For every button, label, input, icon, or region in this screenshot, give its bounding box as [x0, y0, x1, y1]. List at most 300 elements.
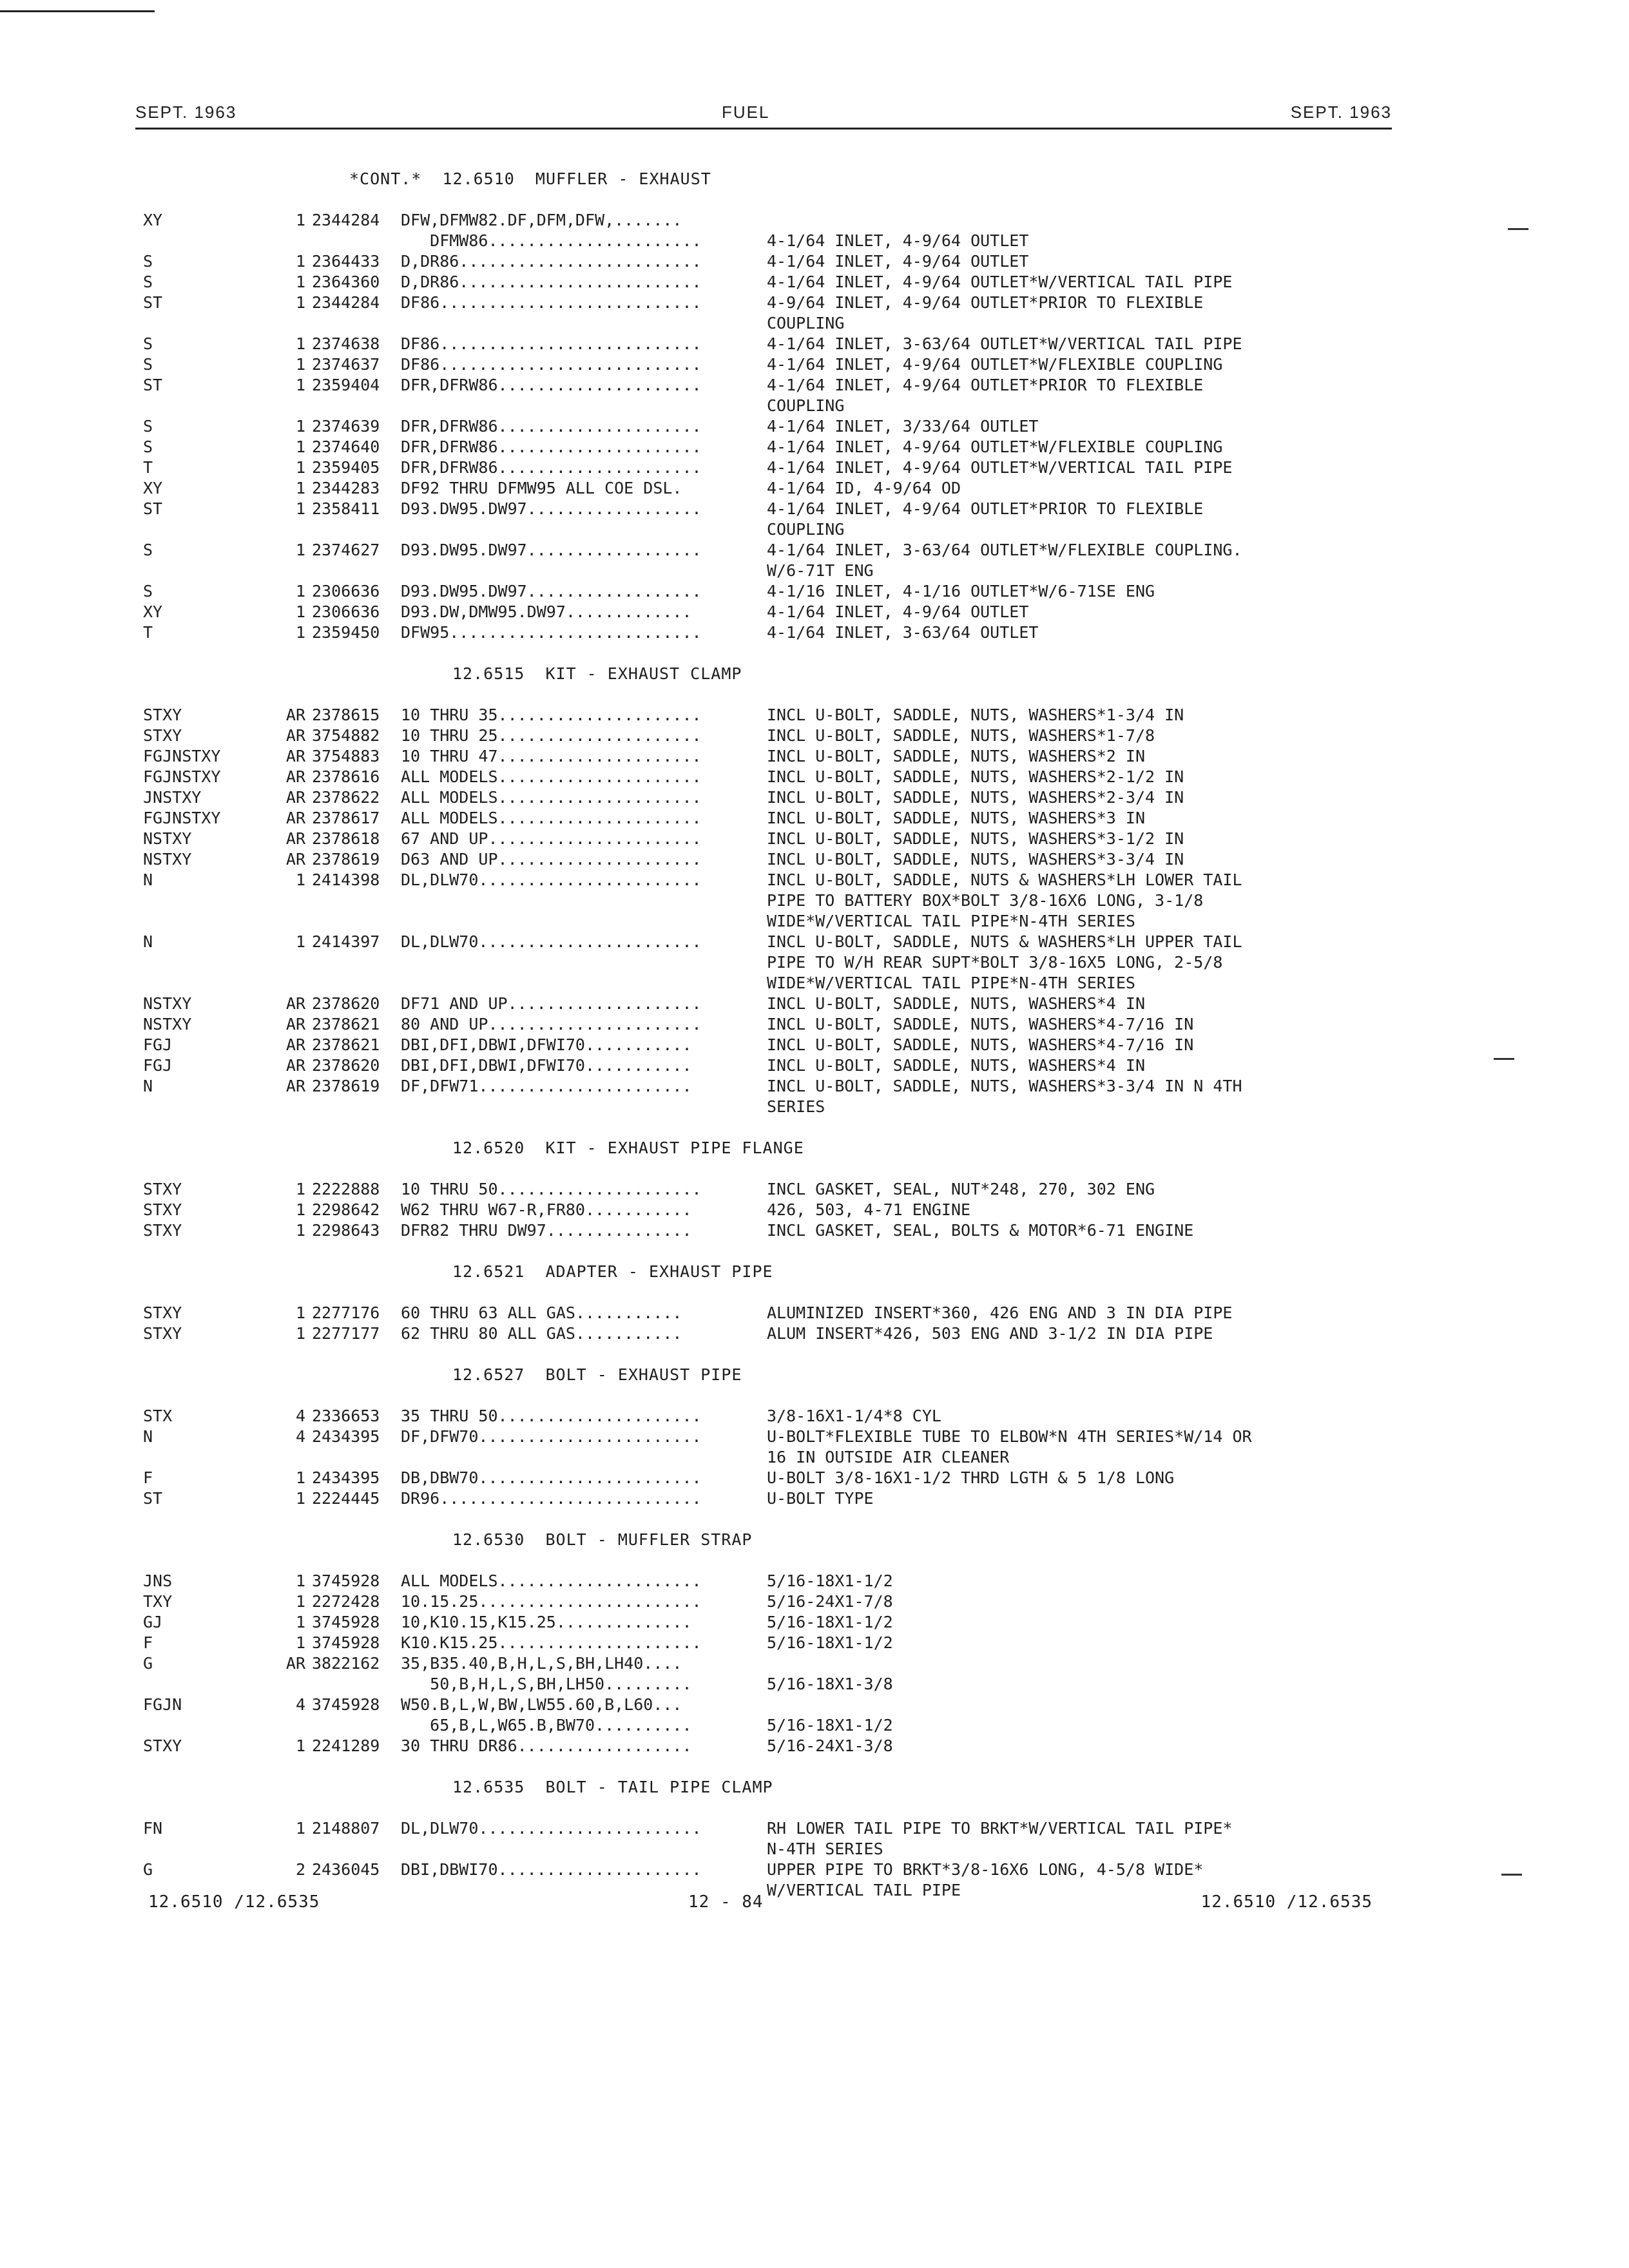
description: 3/8-16X1-1/4*8 CYL	[767, 1407, 941, 1425]
corner-rule	[0, 10, 155, 12]
description: 4-1/64 INLET, 3-63/64 OUTLET*W/FLEXIBLE COUPLING.	[767, 541, 1242, 559]
application: K10.K15.25.....................	[401, 1633, 702, 1652]
description-continuation: 16 IN OUTSIDE AIR CLEANER	[767, 1448, 1010, 1466]
description: UPPER PIPE TO BRKT*3/8-16X6 LONG, 4-5/8 WIDE*	[767, 1860, 1204, 1879]
application: DBI,DFI,DBWI,DFWI70...........	[401, 1056, 692, 1075]
quantity: AR	[285, 726, 305, 745]
quantity: 1	[295, 602, 305, 621]
description: INCL U-BOLT, SADDLE, NUTS, WASHERS*2 IN	[767, 747, 1145, 765]
description: 4-1/64 INLET, 4-9/64 OUTLET*W/VERTICAL TAIL PIPE	[767, 458, 1233, 477]
description-continuation-row	[143, 1839, 1400, 1860]
application: D93.DW,DMW95.DW97.............	[401, 602, 692, 621]
table-row	[143, 1633, 1400, 1653]
description: INCL U-BOLT, SADDLE, NUTS, WASHERS*2-1/2 IN	[767, 767, 1184, 786]
quantity: 1	[295, 1633, 305, 1652]
description-continuation-row	[143, 890, 1400, 911]
quantity: 1	[295, 417, 305, 436]
quantity: 1	[295, 582, 305, 601]
description: INCL U-BOLT, SADDLE, NUTS, WASHERS*1-7/8	[767, 726, 1155, 745]
quantity: 1	[295, 1200, 305, 1219]
model-code: S	[143, 437, 153, 456]
part-number: 3754883	[312, 747, 380, 765]
model-code: T	[143, 458, 153, 477]
description: RH LOWER TAIL PIPE TO BRKT*W/VERTICAL TAIL PIPE*	[767, 1819, 1233, 1838]
description: ALUM INSERT*426, 503 ENG AND 3-1/2 IN DIA PIPE	[767, 1324, 1213, 1343]
model-code: STXY	[143, 1324, 182, 1343]
part-number: 2241289	[312, 1736, 380, 1755]
quantity: 1	[295, 273, 305, 291]
model-code: STXY	[143, 1303, 182, 1322]
description-continuation: COUPLING	[767, 314, 845, 332]
model-code: NSTXY	[143, 829, 192, 848]
application: 62 THRU 80 ALL GAS...........	[401, 1324, 682, 1343]
part-number: 2378615	[312, 706, 380, 724]
section-gap	[143, 1550, 1400, 1571]
part-number: 2359404	[312, 376, 380, 394]
description: 4-1/16 INLET, 4-1/16 OUTLET*W/6-71SE ENG	[767, 582, 1155, 601]
model-code: S	[143, 355, 153, 374]
table-row	[143, 1715, 1400, 1736]
part-number: 3822162	[312, 1654, 380, 1673]
margin-mark	[1494, 1058, 1514, 1060]
quantity: AR	[285, 767, 305, 786]
quantity: 1	[295, 870, 305, 889]
section-gap	[143, 1344, 1400, 1365]
description: 4-1/64 INLET, 4-9/64 OUTLET*W/FLEXIBLE COUPLING	[767, 355, 1223, 374]
part-number: 2378619	[312, 850, 380, 869]
part-number: 2378622	[312, 788, 380, 807]
section-title: 12.6535 BOLT - TAIL PIPE CLAMP	[452, 1778, 773, 1796]
part-number: 2336653	[312, 1407, 380, 1425]
description-continuation: COUPLING	[767, 396, 845, 415]
application: DFW95..........................	[401, 623, 702, 642]
part-number: 2306636	[312, 602, 380, 621]
application: D63 AND UP.....................	[401, 850, 702, 869]
table-row	[143, 231, 1400, 251]
quantity: 1	[295, 479, 305, 497]
part-number: 2364433	[312, 252, 380, 271]
description: 5/16-18X1-3/8	[767, 1675, 893, 1693]
page-number: 12 - 84	[688, 1892, 764, 1912]
quantity: AR	[285, 829, 305, 848]
application: DFMW86......................	[401, 231, 702, 250]
application: 10 THRU 35.....................	[401, 706, 702, 724]
application: DR96...........................	[401, 1489, 702, 1508]
table-row	[143, 1860, 1400, 1880]
table-row	[143, 1303, 1400, 1323]
model-code: STXY	[143, 1736, 182, 1755]
table-row	[143, 829, 1400, 849]
quantity: 1	[295, 623, 305, 642]
table-row	[143, 1736, 1400, 1756]
description-continuation-row	[143, 313, 1400, 334]
section-gap	[143, 1241, 1400, 1262]
part-number: 2374638	[312, 334, 380, 353]
model-code: G	[143, 1654, 153, 1673]
quantity: 1	[295, 211, 305, 229]
description: INCL U-BOLT, SADDLE, NUTS & WASHERS*LH LOWER TAIL	[767, 870, 1242, 889]
model-code: N	[143, 1077, 153, 1095]
description: 4-1/64 INLET, 4-9/64 OUTLET	[767, 602, 1029, 621]
application: D93.DW95.DW97..................	[401, 582, 702, 601]
part-number: 3745928	[312, 1571, 380, 1590]
application: ALL MODELS.....................	[401, 1571, 702, 1590]
model-code: N	[143, 1427, 153, 1446]
part-number: 3745928	[312, 1695, 380, 1714]
table-row	[143, 622, 1400, 643]
table-row	[143, 849, 1400, 870]
model-code: S	[143, 252, 153, 271]
quantity: AR	[285, 1035, 305, 1054]
quantity: 1	[295, 293, 305, 312]
model-code: F	[143, 1468, 153, 1487]
application: 60 THRU 63 ALL GAS...........	[401, 1303, 682, 1322]
table-row	[143, 1653, 1400, 1674]
model-code: ST	[143, 1489, 163, 1508]
description: INCL U-BOLT, SADDLE, NUTS, WASHERS*2-3/4 IN	[767, 788, 1184, 807]
model-code: F	[143, 1633, 153, 1652]
section-gap	[143, 684, 1400, 705]
table-row	[143, 932, 1400, 952]
application: DFR,DFRW86.....................	[401, 376, 702, 394]
footer-range-left: 12.6510 /12.6535	[148, 1892, 320, 1912]
model-code: S	[143, 582, 153, 601]
description: U-BOLT TYPE	[767, 1489, 874, 1508]
quantity: 4	[295, 1695, 305, 1714]
part-number: 2378621	[312, 1015, 380, 1033]
model-code: NSTXY	[143, 994, 192, 1013]
part-number: 3745928	[312, 1613, 380, 1631]
part-number: 2222888	[312, 1180, 380, 1198]
quantity: 1	[295, 458, 305, 477]
quantity: 1	[295, 932, 305, 951]
part-number: 2434395	[312, 1427, 380, 1446]
model-code: STXY	[143, 1200, 182, 1219]
quantity: 1	[295, 1303, 305, 1322]
description: 5/16-24X1-7/8	[767, 1592, 893, 1611]
table-row	[143, 1695, 1400, 1715]
quantity: 1	[295, 1489, 305, 1508]
part-number: 2374637	[312, 355, 380, 374]
section-gap	[143, 1509, 1400, 1530]
part-number: 2374640	[312, 437, 380, 456]
model-code: T	[143, 623, 153, 642]
section-title: 12.6527 BOLT - EXHAUST PIPE	[452, 1365, 742, 1384]
model-code: S	[143, 334, 153, 353]
table-row	[143, 1571, 1400, 1591]
description-continuation: SERIES	[767, 1097, 825, 1116]
table-row	[143, 581, 1400, 602]
table-row	[143, 808, 1400, 829]
part-number: 2378618	[312, 829, 380, 848]
part-number: 2414398	[312, 870, 380, 889]
part-number: 2378617	[312, 809, 380, 827]
section-title: 12.6515 KIT - EXHAUST CLAMP	[452, 664, 742, 683]
section-gap	[143, 189, 1400, 210]
header-rule	[135, 128, 1392, 130]
description: 4-1/64 INLET, 4-9/64 OUTLET*W/VERTICAL TAIL PIPE	[767, 273, 1233, 291]
application: DF86...........................	[401, 293, 702, 312]
part-number: 2277176	[312, 1303, 380, 1322]
application: DL,DLW70.......................	[401, 1819, 702, 1838]
application: 10 THRU 50.....................	[401, 1180, 702, 1198]
part-number: 2374639	[312, 417, 380, 436]
part-number: 2364360	[312, 273, 380, 291]
part-number: 2277177	[312, 1324, 380, 1343]
table-row	[143, 1674, 1400, 1695]
table-row	[143, 602, 1400, 622]
description: 426, 503, 4-71 ENGINE	[767, 1200, 971, 1219]
section-gap	[143, 643, 1400, 664]
table-row	[143, 210, 1400, 231]
table-row	[143, 293, 1400, 313]
part-number: 2414397	[312, 932, 380, 951]
quantity: 1	[295, 1571, 305, 1590]
quantity: 1	[295, 355, 305, 374]
table-row	[143, 416, 1400, 437]
application: DF86...........................	[401, 334, 702, 353]
application: DFW,DFMW82.DF,DFM,DFW,.......	[401, 211, 682, 229]
table-row	[143, 1612, 1400, 1633]
part-number: 2359450	[312, 623, 380, 642]
part-number: 3745928	[312, 1633, 380, 1652]
application: DB,DBW70.......................	[401, 1468, 702, 1487]
model-code: N	[143, 870, 153, 889]
quantity: AR	[285, 1056, 305, 1075]
description-continuation: W/6-71T ENG	[767, 561, 874, 580]
application: DF71 AND UP....................	[401, 994, 702, 1013]
model-code: XY	[143, 602, 163, 621]
model-code: ST	[143, 376, 163, 394]
description: 5/16-24X1-3/8	[767, 1736, 893, 1755]
quantity: AR	[285, 1077, 305, 1095]
model-code: FGJNSTXY	[143, 767, 221, 786]
model-code: NSTXY	[143, 1015, 192, 1033]
description: 5/16-18X1-1/2	[767, 1571, 893, 1590]
part-number: 2344284	[312, 211, 380, 229]
application: D93.DW95.DW97..................	[401, 499, 702, 518]
model-code: GJ	[143, 1613, 163, 1631]
description-continuation-row	[143, 561, 1400, 581]
part-number: 2272428	[312, 1592, 380, 1611]
model-code: FGJ	[143, 1056, 173, 1075]
description: INCL U-BOLT, SADDLE, NUTS, WASHERS*1-3/4 IN	[767, 706, 1184, 724]
table-row	[143, 1179, 1400, 1200]
part-number: 2378616	[312, 767, 380, 786]
description-continuation-row	[143, 952, 1400, 973]
application: ALL MODELS.....................	[401, 767, 702, 786]
quantity: 1	[295, 1736, 305, 1755]
table-row	[143, 1323, 1400, 1344]
table-row	[143, 1035, 1400, 1055]
quantity: 1	[295, 1819, 305, 1838]
description-continuation: WIDE*W/VERTICAL TAIL PIPE*N-4TH SERIES	[767, 912, 1135, 930]
model-code: ST	[143, 499, 163, 518]
table-row	[143, 1818, 1400, 1839]
description-continuation-row	[143, 911, 1400, 932]
table-row	[143, 1591, 1400, 1612]
description-continuation-row	[143, 1447, 1400, 1468]
application: DFR,DFRW86.....................	[401, 437, 702, 456]
model-code: FGJNSTXY	[143, 747, 221, 765]
model-code: STXY	[143, 1180, 182, 1198]
table-row	[143, 478, 1400, 499]
model-code: FGJNSTXY	[143, 809, 221, 827]
table-row	[143, 787, 1400, 808]
table-row	[143, 1055, 1400, 1076]
part-number: 2359405	[312, 458, 380, 477]
quantity: 1	[295, 437, 305, 456]
table-row	[143, 994, 1400, 1014]
application: ALL MODELS.....................	[401, 809, 702, 827]
application: 30 THRU DR86..................	[401, 1736, 692, 1755]
table-row	[143, 251, 1400, 272]
application: 35,B35.40,B,H,L,S,BH,LH40....	[401, 1654, 682, 1673]
table-row	[143, 375, 1400, 396]
description: 4-1/64 ID, 4-9/64 OD	[767, 479, 961, 497]
description: 5/16-18X1-1/2	[767, 1716, 893, 1735]
model-code: S	[143, 273, 153, 291]
description: 4-1/64 INLET, 3/33/64 OUTLET	[767, 417, 1039, 436]
table-row	[143, 437, 1400, 457]
quantity: 4	[295, 1407, 305, 1425]
header-date-right: SEPT. 1963	[1290, 102, 1392, 122]
table-row	[143, 870, 1400, 890]
model-code: S	[143, 417, 153, 436]
description-continuation: PIPE TO W/H REAR SUPT*BOLT 3/8-16X5 LONG, 2-5/8	[767, 953, 1223, 972]
application: D93.DW95.DW97..................	[401, 541, 702, 559]
application: DL,DLW70.......................	[401, 932, 702, 951]
quantity: AR	[285, 1015, 305, 1033]
quantity: AR	[285, 809, 305, 827]
application: DF,DFW70.......................	[401, 1427, 702, 1446]
quantity: 1	[295, 252, 305, 271]
description-continuation-row	[143, 519, 1400, 540]
application: D,DR86.........................	[401, 273, 702, 291]
table-row	[143, 457, 1400, 478]
quantity: AR	[285, 1654, 305, 1673]
margin-mark	[1501, 1874, 1522, 1876]
part-number: 2148807	[312, 1819, 380, 1838]
table-row	[143, 1406, 1400, 1427]
table-row	[143, 354, 1400, 375]
table-row	[143, 1014, 1400, 1035]
description: U-BOLT 3/8-16X1-1/2 THRD LGTH & 5 1/8 LONG	[767, 1468, 1175, 1487]
description: 5/16-18X1-1/2	[767, 1633, 893, 1652]
application: 67 AND UP......................	[401, 829, 702, 848]
description: INCL U-BOLT, SADDLE, NUTS, WASHERS*4 IN	[767, 994, 1145, 1013]
description: 4-1/64 INLET, 4-9/64 OUTLET*PRIOR TO FLEXIBLE	[767, 499, 1204, 518]
part-number: 2378620	[312, 994, 380, 1013]
description: ALUMINIZED INSERT*360, 426 ENG AND 3 IN DIA PIPE	[767, 1303, 1233, 1322]
description: INCL GASKET, SEAL, NUT*248, 270, 302 ENG	[767, 1180, 1155, 1198]
model-code: FGJ	[143, 1035, 173, 1054]
application: DF92 THRU DFMW95 ALL COE DSL.	[401, 479, 682, 497]
header-title: FUEL	[722, 102, 770, 122]
model-code: STXY	[143, 726, 182, 745]
description: INCL U-BOLT, SADDLE, NUTS, WASHERS*3-1/2 IN	[767, 829, 1184, 848]
application: 80 AND UP......................	[401, 1015, 702, 1033]
quantity: 1	[295, 1468, 305, 1487]
application: DF86...........................	[401, 355, 702, 374]
table-row	[143, 746, 1400, 767]
part-number: 2378620	[312, 1056, 380, 1075]
quantity: 1	[295, 541, 305, 559]
part-number: 2434395	[312, 1468, 380, 1487]
quantity: 2	[295, 1860, 305, 1879]
table-row	[143, 1220, 1400, 1241]
description: 4-1/64 INLET, 4-9/64 OUTLET	[767, 231, 1029, 250]
quantity: 1	[295, 376, 305, 394]
model-code: JNS	[143, 1571, 173, 1590]
quantity: AR	[285, 706, 305, 724]
table-row	[143, 1488, 1400, 1509]
application: 10,K10.15,K15.25..............	[401, 1613, 692, 1631]
model-code: JNSTXY	[143, 788, 202, 807]
page-footer	[148, 1892, 1373, 1915]
application: DFR82 THRU DW97...............	[401, 1221, 692, 1240]
quantity: 1	[295, 1324, 305, 1343]
model-code: STXY	[143, 706, 182, 724]
description: 4-9/64 INLET, 4-9/64 OUTLET*PRIOR TO FLEXIBLE	[767, 293, 1204, 312]
application: DBI,DBWI70.....................	[401, 1860, 702, 1879]
margin-mark	[1508, 228, 1528, 230]
table-row	[143, 499, 1400, 519]
description: INCL U-BOLT, SADDLE, NUTS, WASHERS*3 IN	[767, 809, 1145, 827]
application: DBI,DFI,DBWI,DFWI70...........	[401, 1035, 692, 1054]
model-code: G	[143, 1860, 153, 1879]
application: 10 THRU 47.....................	[401, 747, 702, 765]
quantity: 1	[295, 1592, 305, 1611]
part-number: 2374627	[312, 541, 380, 559]
quantity: AR	[285, 994, 305, 1013]
part-number: 2344283	[312, 479, 380, 497]
table-row	[143, 540, 1400, 561]
part-number: 2378619	[312, 1077, 380, 1095]
model-code: XY	[143, 479, 163, 497]
quantity: 1	[295, 334, 305, 353]
table-row	[143, 272, 1400, 293]
application: 10 THRU 25.....................	[401, 726, 702, 745]
model-code: STXY	[143, 1221, 182, 1240]
quantity: AR	[285, 850, 305, 869]
model-code: XY	[143, 211, 163, 229]
description: INCL U-BOLT, SADDLE, NUTS, WASHERS*3-3/4 IN	[767, 850, 1184, 869]
application: 65,B,L,W65.B,BW70..........	[401, 1716, 692, 1735]
table-row	[143, 767, 1400, 787]
description: INCL U-BOLT, SADDLE, NUTS, WASHERS*4-7/16 IN	[767, 1015, 1194, 1033]
quantity: 4	[295, 1427, 305, 1446]
application: D,DR86.........................	[401, 252, 702, 271]
part-number: 2298643	[312, 1221, 380, 1240]
description-continuation-row	[143, 973, 1400, 994]
model-code: N	[143, 932, 153, 951]
part-number: 2298642	[312, 1200, 380, 1219]
application: 10.15.25.......................	[401, 1592, 702, 1611]
application: DFR,DFRW86.....................	[401, 417, 702, 436]
description: 5/16-18X1-1/2	[767, 1613, 893, 1631]
application: 35 THRU 50.....................	[401, 1407, 702, 1425]
description: INCL U-BOLT, SADDLE, NUTS, WASHERS*3-3/4 IN N 4TH	[767, 1077, 1242, 1095]
application: ALL MODELS.....................	[401, 788, 702, 807]
part-number: 2306636	[312, 582, 380, 601]
section-title: 12.6521 ADAPTER - EXHAUST PIPE	[452, 1262, 773, 1281]
description: INCL U-BOLT, SADDLE, NUTS & WASHERS*LH UPPER TAIL	[767, 932, 1242, 951]
description: 4-1/64 INLET, 3-63/64 OUTLET	[767, 623, 1039, 642]
page-header	[135, 102, 1392, 125]
section-gap	[143, 1756, 1400, 1777]
description-continuation: WIDE*W/VERTICAL TAIL PIPE*N-4TH SERIES	[767, 974, 1135, 992]
